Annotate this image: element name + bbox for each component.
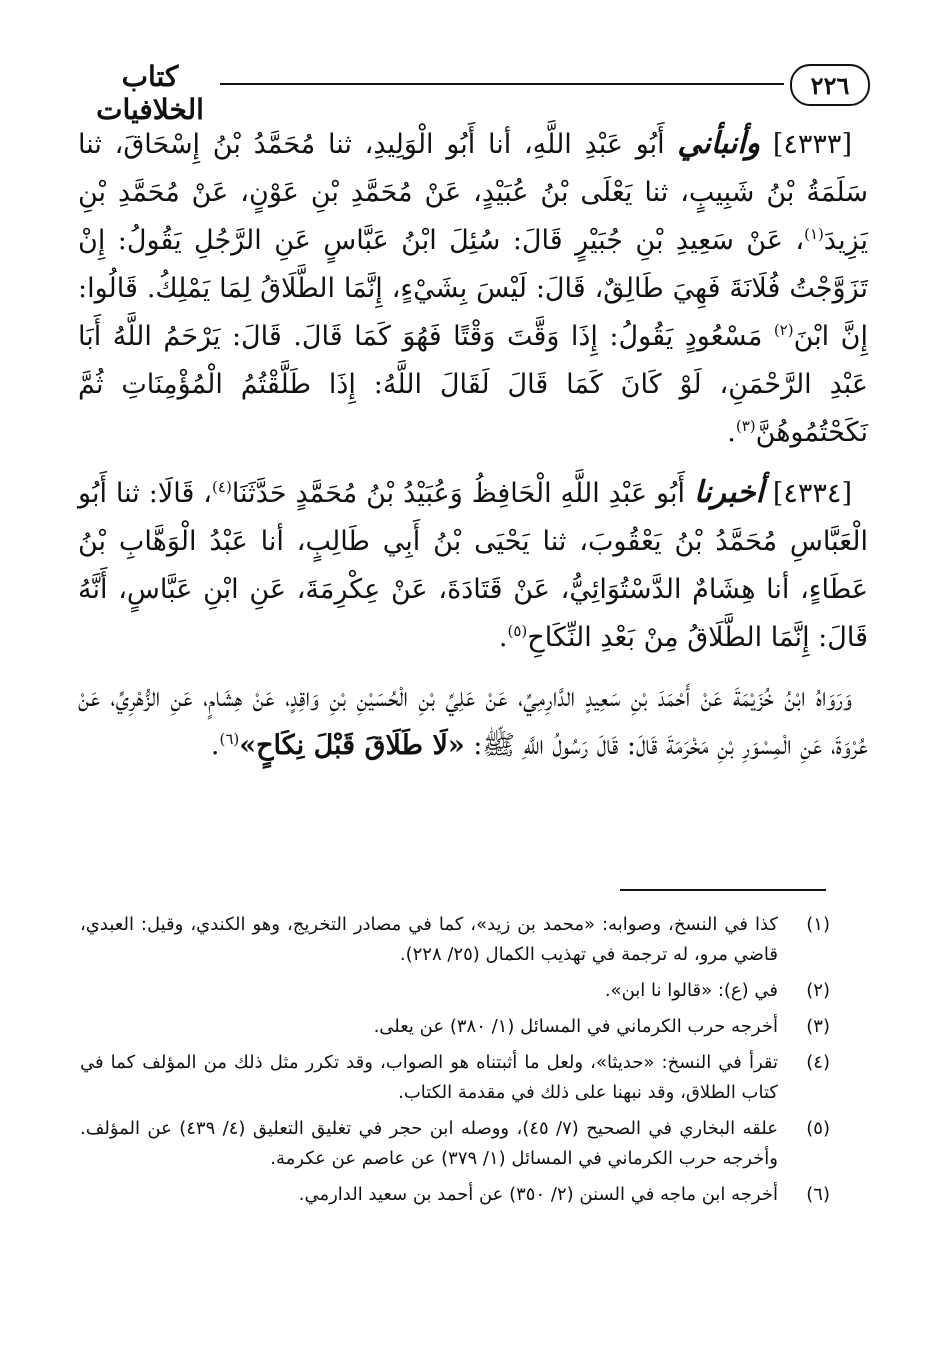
paragraph-text: ، عَنْ سَعِيدِ بْنِ جُبَيْرٍ قَالَ: سُئِلَ ابْنُ عَبَّاسٍ عَنِ الرَّجُلِ يَقُولُ: إِنْ تَزَوَّجْتُ فُلَانَةَ فَهِيَ طَالِقٌ، قَالَ: لَيْسَ بِشَيْءٍ، إِنَّمَا الطَّلَاقُ لِمَا يَمْلِكُ. قَالُوا: إِنَّ ابْنَ xyxy=(78,225,868,352)
footnote-marker: (٤) xyxy=(212,478,232,496)
footnotes xyxy=(80,910,830,1216)
paragraph-text: وَرَوَاهُ ابْنُ خُزَيْمَةَ عَنْ أَحْمَدَ بْنِ سَعِيدٍ الدَّارِمِيِّ، عَنْ عَلِيِّ بْنِ الْحُسَيْنِ بْنِ وَاقِدٍ، عَنْ هِشَامٍ، عَنِ الزُّهْرِيِّ، عَنْ عُرْوَةَ، عَنِ الْمِسْوَرِ بْنِ مَخْرَمَةَ قَالَ: قَالَ رَسُولُ اللَّهِ ﷺ: xyxy=(78,682,868,761)
footnote-number: (٤) xyxy=(806,1052,830,1073)
footnote-text: في (ع): «قالوا نا ابن». xyxy=(604,980,778,1001)
header-divider xyxy=(220,83,784,85)
footnote xyxy=(80,1048,830,1108)
commentary-paragraph xyxy=(78,674,868,770)
footnote-marker: (٣) xyxy=(735,417,756,435)
footnote xyxy=(80,976,830,1006)
paragraph-text: أَبُو عَبْدِ اللَّهِ الْحَافِظُ وَعُبَيْدُ بْنُ مُحَمَّدٍ حَدَّثَنَا xyxy=(231,478,685,509)
paragraph-text: . xyxy=(210,730,220,761)
hadith-number: [٤٣٣٤] xyxy=(772,478,852,509)
footnote-marker: (٥) xyxy=(507,622,528,640)
footnote xyxy=(80,1114,830,1174)
footnote-text: أخرجه حرب الكرماني في المسائل (١/ ٣٨٠) عن يعلى. xyxy=(373,1016,778,1037)
footnote-marker: (٦) xyxy=(219,730,240,748)
footnote xyxy=(80,1012,830,1042)
running-title: كتاب الخلافيات xyxy=(96,60,204,126)
footnote-number: (٥) xyxy=(806,1118,830,1139)
page-number: ٢٢٦ xyxy=(790,64,870,106)
paragraph-text: ، قَالَا: ثنا أَبُو الْعَبَّاسِ مُحَمَّدُ بْنُ يَعْقُوبَ، ثنا يَحْيَى بْنُ أَبِي طَالِبٍ، أنا عَبْدُ الْوَهَّابِ بْنُ عَطَاءٍ، أنا هِشَامٌ الدَّسْتُوَائِيُّ، عَنْ قَتَادَةَ، عَنْ عِكْرِمَةَ، عَنِ ابْنِ عَبَّاسٍ، أَنَّهُ قَالَ: إِنَّمَا الطَّلَاقُ مِنْ بَعْدِ النِّكَاحِ xyxy=(78,478,868,653)
paragraph-text: . xyxy=(498,622,508,653)
footnote-text: علقه البخاري في الصحيح (٧/ ٤٥)، ووصله ابن حجر في تغليق التعليق (٤/ ٤٣٩) عن المؤلف. وأخرجه حرب الكرماني في المسائل (١/ ٣٧٩) عن عاصم عن عكرمة. xyxy=(80,1118,778,1169)
footnote-separator xyxy=(620,889,826,891)
lead-word: وأنبأني xyxy=(677,126,761,161)
hadith-paragraph-4333 xyxy=(78,120,868,457)
footnote-marker: (٢) xyxy=(773,321,794,339)
footnote-text: أخرجه ابن ماجه في السنن (٢/ ٣٥٠) عن أحمد بن سعيد الدارمي. xyxy=(298,1184,778,1205)
footnote-number: (١) xyxy=(806,914,830,935)
footnote xyxy=(80,910,830,970)
main-text xyxy=(78,120,868,782)
footnote-text: تقرأ في النسخ: «حديثا»، ولعل ما أثبتناه هو الصواب، وقد تكرر مثل ذلك من المؤلف كما في كتاب الطلاق، وقد نبهنا على ذلك في مقدمة الكتاب. xyxy=(80,1052,778,1103)
footnote-text: كذا في النسخ، وصوابه: «محمد بن زيد»، كما في مصادر التخريج، وهو الكندي، وقيل: العبدي، قاضي مرو، له ترجمة في تهذيب الكمال (٢٥/ ٢٢٨). xyxy=(80,914,778,965)
footnote-number: (٦) xyxy=(806,1184,830,1205)
hadith-paragraph-4334 xyxy=(78,469,868,662)
paragraph-text: مَسْعُودٍ يَقُولُ: إِذَا وَقَّتَ وَقْتًا فَهُوَ كَمَا قَالَ. قَالَ: يَرْحَمُ اللَّهُ أَبَا عَبْدِ الرَّحْمَنِ، لَوْ كَانَ كَمَا قَالَ لَقَالَ اللَّهُ: إِذَا طَلَّقْتُمُ الْمُؤْمِنَاتِ ثُمَّ نَكَحْتُمُوهُنَّ xyxy=(78,321,868,448)
prophet-quote: «لَا طَلَاقَ قَبْلَ نِكَاحٍ» xyxy=(239,730,465,761)
paragraph-text: أَبُو عَبْدِ اللَّهِ، أنا أَبُو الْوَلِيدِ، ثنا مُحَمَّدُ بْنُ إِسْحَاقَ، ثنا سَلَمَةُ بْنُ شَبِيبٍ، ثنا يَعْلَى بْنُ عُبَيْدٍ، عَنْ مُحَمَّدِ بْنِ عَوْنٍ، عَنْ مُحَمَّدِ بْنِ يَزِيدَ xyxy=(78,129,868,256)
footnote-number: (٢) xyxy=(806,980,830,1001)
paragraph-text: . xyxy=(727,417,736,448)
footnote-number: (٣) xyxy=(806,1016,830,1037)
footnote xyxy=(80,1180,830,1210)
lead-word: أخبرنا xyxy=(693,475,764,510)
hadith-number: [٤٣٣٣] xyxy=(772,129,852,160)
page-header xyxy=(80,60,870,126)
footnote-marker: (١) xyxy=(804,225,824,243)
